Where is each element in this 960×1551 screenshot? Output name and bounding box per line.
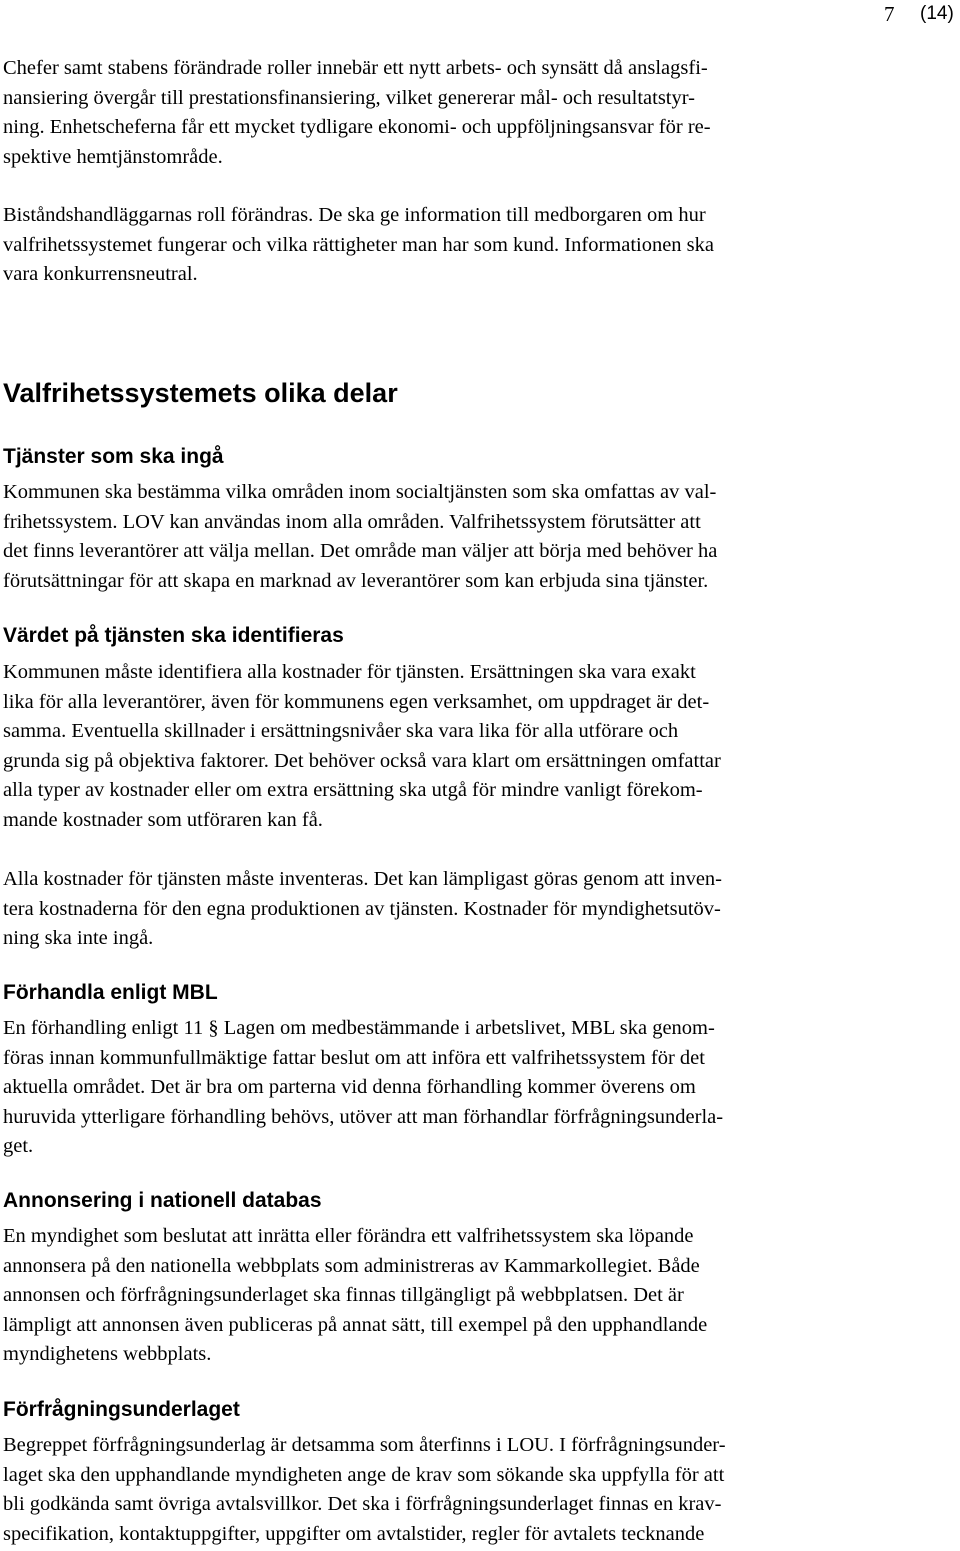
text-line: Biståndshandläggarnas roll förändras. De ska ge information till medborgaren om hur [3,204,706,226]
heading-tjanster: Tjänster som ska ingå [3,445,224,468]
text-line: frihetssystem. LOV kan användas inom alla områden. Valfrihetssystem förutsätter att [3,510,701,533]
paragraph-annonsering [3,1222,958,1370]
text-line: Kommunen måste identifiera alla kostnader för tjänsten. Ersättningen ska vara exakt [3,661,696,683]
text-line: annonsen och förfrågningsunderlaget ska finnas tillgängligt på webbplatsen. Det är [3,1284,684,1306]
text-line: get. [3,1135,34,1157]
text-line: mande kostnader som utföraren kan få. [3,808,323,831]
text-line: ning ska inte ingå. [3,927,154,949]
heading-annonsering: Annonsering i nationell databas [3,1189,322,1212]
text-line: grunda sig på objektiva faktorer. Det behöver också vara klart om ersättningen omfattar [3,749,721,772]
text-line: ning. Enhetscheferna får ett mycket tydligare ekonomi- och uppföljningsansvar för re- [3,116,711,138]
text-line: Chefer samt stabens förändrade roller innebär ett nytt arbets- och synsätt då anslagsfi- [3,57,708,79]
text-line: huruvida ytterligare förhandling behövs, utöver att man förhandlar förfrågningsunderla- [3,1105,724,1128]
text-line: det finns leverantörer att välja mellan. Det område man väljer att börja med behöver ha [3,540,718,562]
text-line: valfrihetssystemet fungerar och vilka rättigheter man har som kund. Informationen ska [3,233,715,256]
page-number: 7 [884,2,895,26]
text-line: myndighetens webbplats. [3,1343,212,1365]
text-line: Kommunen ska bestämma vilka områden inom socialtjänsten som ska omfattas av val- [3,481,717,503]
text-line: En förhandling enligt 11 § Lagen om medbestämmande i arbetslivet, MBL ska genom- [3,1017,715,1039]
text-line: nansiering övergår till prestationsfinansiering, vilket genererar mål- och resultatstyr- [3,86,695,109]
heading-mbl: Förhandla enligt MBL [3,981,218,1004]
text-line: samma. Eventuella skillnader i ersättningsnivåer ska vara lika för alla utförare och [3,720,679,742]
text-line: laget ska den upphandlande myndigheten ange de krav som sökande ska uppfylla för att [3,1463,725,1486]
text-line: föras innan kommunfullmäktige fattar beslut om att införa ett valfrihetssystem för det [3,1046,705,1069]
text-line: lämpligt att annonsen även publiceras på annat sätt, till exempel på den upphandlande [3,1313,708,1336]
paragraph-vardet [3,658,958,835]
text-line: tera kostnaderna för den egna produktionen av tjänsten. Kostnader för myndighetsutöv- [3,897,721,920]
text-line: förutsättningar för att skapa en marknad av leverantörer som kan erbjuda sina tjänster. [3,569,709,592]
text-line: En myndighet som beslutat att inrätta eller förändra ett valfrihetssystem ska löpande [3,1225,694,1247]
heading-forfragning: Förfrågningsunderlaget [3,1398,240,1421]
text-line: specifikation, kontaktuppgifter, uppgifter om avtalstider, regler för avtalets tecknande [3,1522,705,1545]
paragraph-kostnader [3,865,958,954]
text-line: Begreppet förfrågningsunderlag är detsamma som återfinns i LOU. I förfrågningsunder- [3,1434,726,1456]
text-line: vara konkurrensneutral. [3,263,198,285]
paragraph-mbl [3,1014,958,1162]
text-line: bli godkända samt övriga avtalsvillkor. Det ska i förfrågningsunderlaget finnas en krav- [3,1493,722,1515]
heading-vardet: Värdet på tjänsten ska identifieras [3,624,344,647]
text-line: lika för alla leverantörer, även för kommunens egen verksamhet, om uppdraget är det- [3,690,710,713]
paragraph-intro [3,54,958,172]
paragraph-tjanster [3,478,958,596]
paragraph-forfragning [3,1431,958,1549]
text-line: alla typer av kostnader eller om extra ersättning ska utgå för mindre vanligt förekom- [3,779,703,801]
page-total: (14) [920,3,954,24]
text-line: spektive hemtjänstområde. [3,145,223,168]
paragraph-bistand [3,201,958,290]
text-line: aktuella området. Det är bra om parterna vid denna förhandling kommer överens om [3,1076,696,1098]
main-heading: Valfrihetssystemets olika delar [3,378,398,408]
text-line: Alla kostnader för tjänsten måste inventeras. Det kan lämpligast göras genom att inven- [3,868,723,890]
text-line: annonsera på den nationella webbplats som administreras av Kammarkollegiet. Både [3,1254,700,1277]
